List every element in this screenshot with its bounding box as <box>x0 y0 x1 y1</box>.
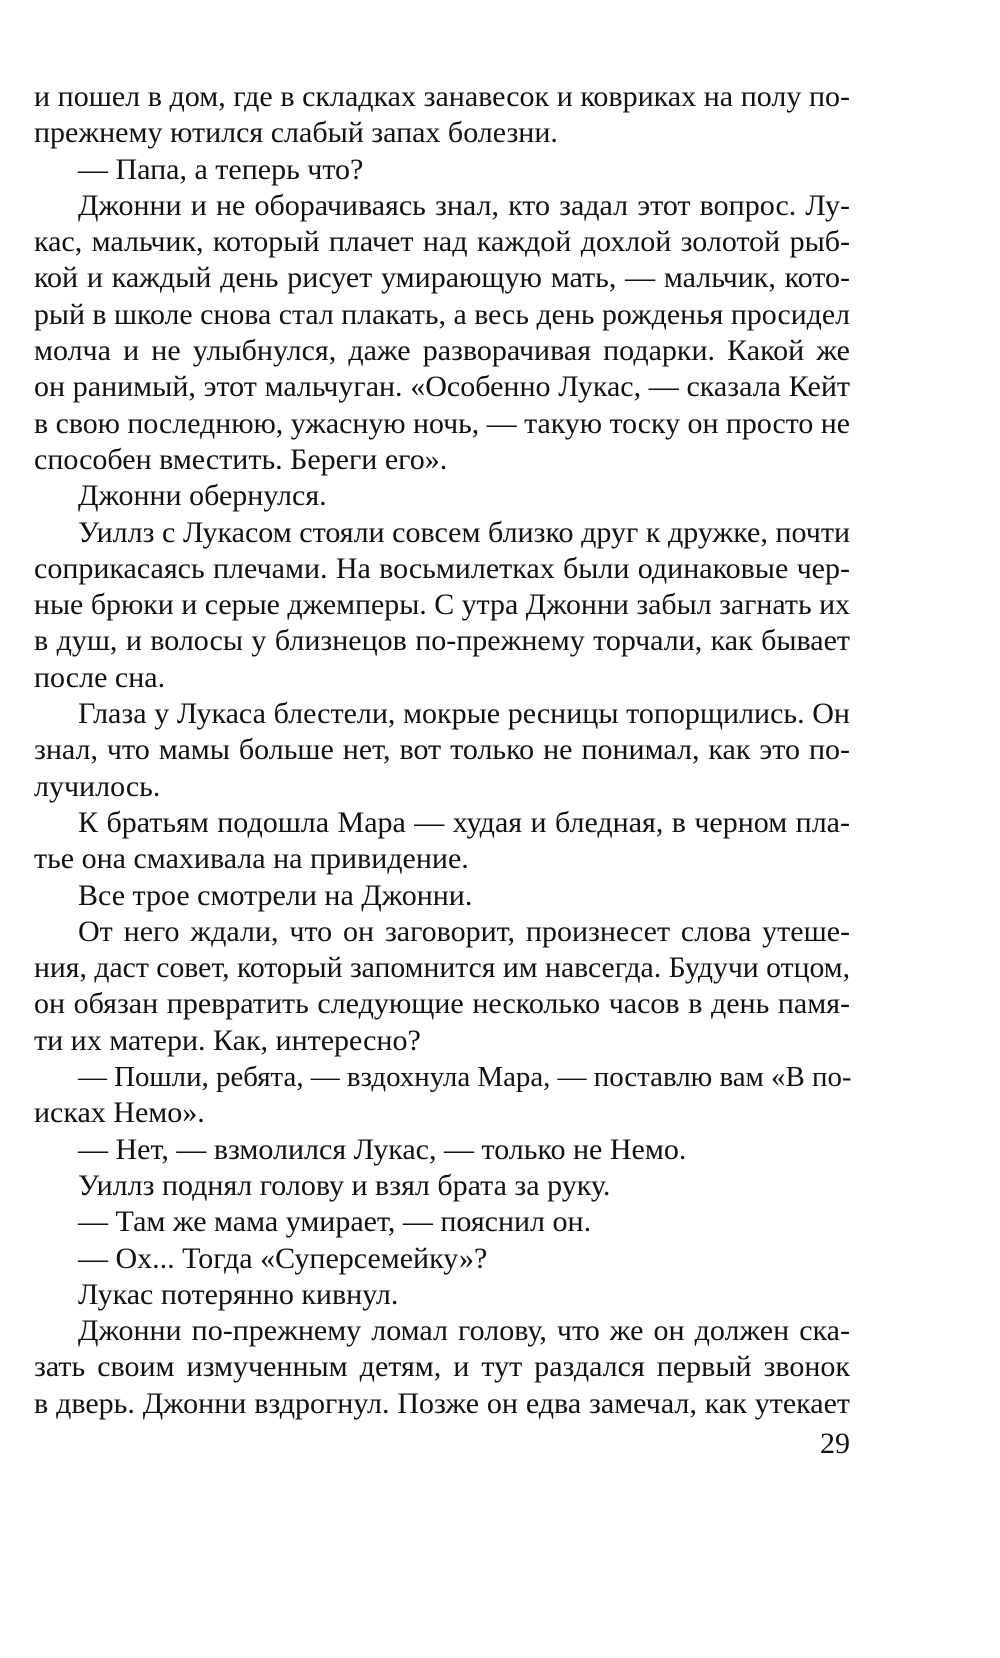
text-line: ные брюки и серые джемперы. С утра Джонни забыл загнать их <box>34 588 850 622</box>
text-line: Уиллз поднял голову и взял брата за руку. <box>78 1168 611 1202</box>
text-line: после сна. <box>34 660 166 694</box>
text-line: исках Немо». <box>34 1096 205 1130</box>
text-line: кас, мальчик, который плачет над каждой дохлой золотой рыб- <box>34 225 850 259</box>
text-line: тье она смахивала на привидение. <box>34 842 469 876</box>
text-line: Глаза у Лукаса блестели, мокрые ресницы топорщились. Он <box>78 697 850 731</box>
text-line: в свою последнюю, ужасную ночь, — такую тоску он просто не <box>34 406 850 440</box>
text-line: Джонни обернулся. <box>78 479 327 513</box>
text-line: ния, даст совет, который запомнится им навсегда. Будучи отцом, <box>34 952 850 985</box>
text-line: прежнему ютился слабый запах болезни. <box>34 116 558 150</box>
text-line: знал, что мамы больше нет, вот только не понимал, как это по- <box>34 733 850 767</box>
text-line: — Нет, — взмолился Лукас, — только не Немо. <box>78 1132 687 1166</box>
text-line: — Ох... Тогда «Суперсемейку»? <box>78 1241 488 1275</box>
text-line: Лукас потерянно кивнул. <box>78 1277 399 1311</box>
page-number: 29 <box>820 1427 850 1460</box>
text-line: — Там же мама умирает, — пояснил он. <box>78 1205 592 1239</box>
text-line: лучилось. <box>34 769 161 803</box>
text-line: рый в школе снова стал плакать, а весь день рожденья просидел <box>34 297 850 331</box>
text-line: ти их матери. Как, интересно? <box>34 1023 421 1057</box>
text-line: — Пошли, ребята, — вздохнула Мара, — поставлю вам «В по- <box>78 1061 852 1094</box>
text-line: в дверь. Джонни вздрогнул. Позже он едва замечал, как утекает <box>34 1386 850 1420</box>
text-line: К братьям подошла Мара — худая и бледная, в черном пла- <box>78 805 850 839</box>
text-line: — Папа, а теперь что? <box>78 152 364 186</box>
text-line: в душ, и волосы у близнецов по-прежнему торчали, как бывает <box>34 624 850 658</box>
text-line: кой и каждый день рисует умирающую мать, — мальчик, кото- <box>34 261 850 295</box>
text-line: он обязан превратить следующие несколько часов в день памя- <box>34 987 850 1021</box>
text-line: Все трое смотрели на Джонни. <box>78 878 473 912</box>
text-line: соприкасаясь плечами. На восьмилетках были одинаковые чер- <box>34 551 850 585</box>
text-line: молча и не улыбнулся, даже разворачивая подарки. Какой же <box>34 334 850 368</box>
text-line: он ранимый, этот мальчуган. «Особенно Лукас, — сказала Кейт <box>34 370 850 404</box>
text-line: Джонни и не оборачиваясь знал, кто задал этот вопрос. Лу- <box>78 188 850 222</box>
text-line: способен вместить. Береги его». <box>34 442 448 476</box>
body-text <box>34 79 850 1422</box>
text-line: и пошел в дом, где в складках занавесок и ковриках на полу по- <box>34 80 850 113</box>
text-line: От него ждали, что он заговорит, произнесет слова утеше- <box>78 914 850 948</box>
text-line: Уиллз с Лукасом стояли совсем близко друг к дружке, почти <box>78 515 850 549</box>
text-line: зать своим измученным детям, и тут раздался первый звонок <box>34 1350 850 1384</box>
text-line: Джонни по-прежнему ломал голову, что же он должен ска- <box>78 1314 850 1348</box>
